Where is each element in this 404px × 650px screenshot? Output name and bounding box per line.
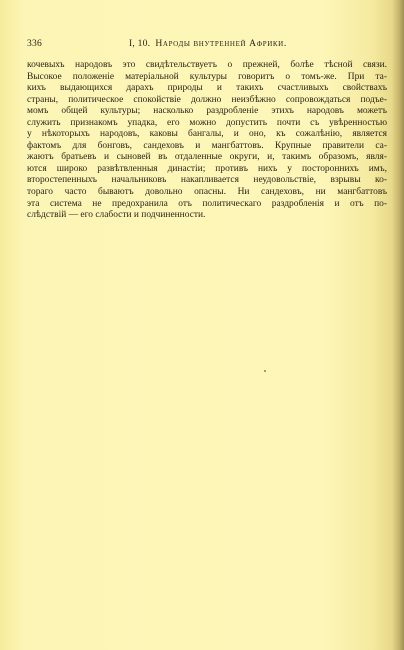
text-line: Высокое положеніе матеріальной культуры говоритъ о томъ-же. При та-: [27, 71, 387, 82]
paper-speck: [264, 370, 266, 372]
body-text: [27, 60, 387, 222]
running-title: Народы внутренней Африки.: [155, 38, 287, 49]
text-line: момъ общей культуры; насколько раздробленіе этихъ народовъ можетъ: [27, 106, 387, 117]
text-line: жаютъ братьевъ и сыновей въ отдаленные округи, и, такимъ образомъ, явля-: [27, 152, 387, 163]
text-line: ются широко развѣтвленныя династіи; противъ нихъ у постороннихъ имъ,: [27, 163, 387, 174]
chapter-number: I, 10.: [129, 38, 151, 49]
page-header: [27, 38, 387, 52]
text-line: у нѣкоторыхъ народовъ, каковы бангалы, и оно, къ сожалѣнію, является: [27, 129, 387, 140]
text-line: второстепенныхъ начальниковъ накапливается неудовольствіе, взрывы ко-: [27, 175, 387, 186]
running-head: [129, 38, 287, 49]
page-number: 336: [27, 38, 42, 49]
text-line: кихъ выдающихся дарахъ природы и такихъ счастливыхъ свойствахъ: [27, 83, 387, 94]
text-line: слѣдствій — его слабости и подчиненности.: [27, 210, 206, 221]
text-line: эта система не предохранила отъ политическаго раздробленія и отъ по-: [27, 198, 387, 209]
page-binding-edge: [392, 0, 404, 650]
text-line: страны, политическое спокойствіе должно неизбѣжно сопровождаться подъе-: [27, 94, 387, 105]
text-line: фактомъ для бонговъ, сандеховъ и мангбаттовъ. Крупные правители са-: [27, 140, 387, 151]
text-line: кочевыхъ народовъ это свидѣтельствуетъ о прежней, болѣе тѣсной связи.: [27, 60, 387, 70]
text-line: тораго часто бываютъ довольно опасны. Ни сандеховъ, ни мангбаттовъ: [27, 187, 387, 198]
text-line: служить признакомъ упадка, его можно допустить почти съ увѣренностью: [27, 117, 387, 128]
